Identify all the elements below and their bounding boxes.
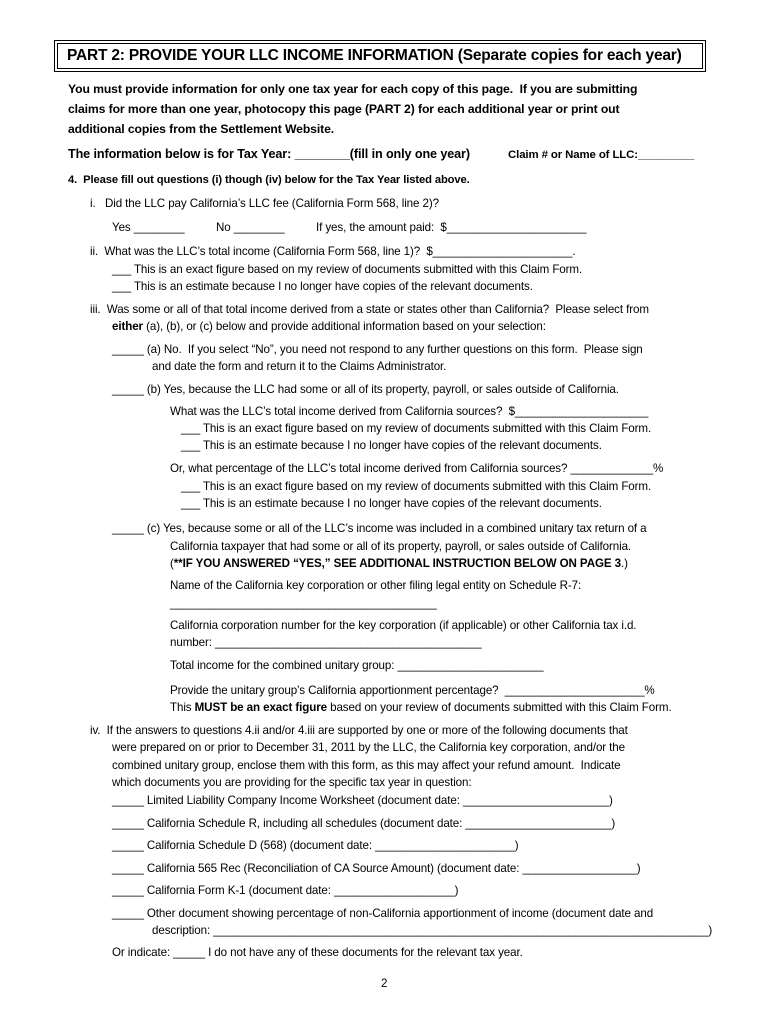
option-c-line-1[interactable]: _____ (c) Yes, because some or all of the LLC’s income was included in a combined unitary tax return of a	[112, 522, 647, 535]
must-exact-emphasis: MUST be an exact figure	[194, 701, 327, 714]
paren-close: .)	[620, 557, 628, 570]
document-565-rec[interactable]: _____ California 565 Rec (Reconciliation of CA Source Amount) (document date: __________________)	[112, 862, 641, 875]
document-schedule-r[interactable]: _____ California Schedule R, including all schedules (document date: _______________________)	[112, 817, 616, 830]
question-iv-line-2: were prepared on or prior to December 31, 2011 by the LLC, the California key corporation, and/or the	[112, 741, 625, 754]
page-number: 2	[381, 977, 388, 990]
must-note-post: based on your review of documents submitted with this Claim Form.	[326, 701, 672, 714]
question-i-amount-field[interactable]: If yes, the amount paid: $______________________	[316, 221, 587, 234]
claim-number-field[interactable]: Claim # or Name of LLC:_________	[508, 149, 695, 161]
intro-line-2: claims for more than one year, photocopy this page (PART 2) for each additional year or print out	[68, 102, 620, 116]
paren-open: (	[170, 557, 174, 570]
option-b-income-exact-option[interactable]: ___ This is an exact figure based on my review of documents submitted with this Claim Form.	[181, 422, 652, 435]
section-header-box	[54, 40, 706, 72]
option-b-income-field[interactable]: What was the LLC’s total income derived from California sources? $_____________________	[170, 405, 649, 418]
no-documents-option[interactable]: Or indicate: _____ I do not have any of these documents for the relevant tax year.	[112, 946, 523, 959]
question-4-heading: 4. Please fill out questions (i) though (iv) below for the Tax Year listed above.	[68, 174, 470, 186]
intro-line-3: additional copies from the Settlement Website.	[68, 122, 335, 136]
tax-year-field[interactable]: The information below is for Tax Year: ________(fill in only one year)	[68, 147, 470, 161]
question-ii-exact-option[interactable]: ___ This is an exact figure based on my review of documents submitted with this Claim Form.	[112, 263, 583, 276]
intro-line-1: You must provide information for only one tax year for each copy of this page. If you are submitting	[68, 82, 638, 96]
apportionment-percentage-field[interactable]: Provide the unitary group’s California apportionment percentage? ______________________%	[170, 684, 655, 697]
document-other-description-field[interactable]: description: ______________________________________________________________________________)	[152, 924, 713, 937]
option-b-percentage-exact-option[interactable]: ___ This is an exact figure based on my review of documents submitted with this Claim Form.	[181, 480, 652, 493]
unitary-total-income-field[interactable]: Total income for the combined unitary group: _______________________	[170, 659, 544, 672]
option-a-line-2: and date the form and return it to the Claims Administrator.	[152, 360, 447, 373]
document-other-line-1[interactable]: _____ Other document showing percentage of non-California apportionment of income (document date and	[112, 907, 654, 920]
document-form-k1[interactable]: _____ California Form K-1 (document date: ___________________)	[112, 884, 459, 897]
option-b-percentage-field[interactable]: Or, what percentage of the LLC’s total income derived from California sources? _____________%	[170, 462, 664, 475]
question-ii-estimate-option[interactable]: ___ This is an estimate because I no longer have copies of the relevant documents.	[112, 280, 533, 293]
option-b-percentage-estimate-option[interactable]: ___ This is an estimate because I no longer have copies of the relevant documents.	[181, 497, 602, 510]
section-title: PART 2: PROVIDE YOUR LLC INCOME INFORMATION (Separate copies for each year)	[67, 47, 682, 64]
key-corporation-name-field[interactable]: __________________________________________	[170, 597, 437, 610]
question-iv-line-4: which documents you are providing for the specific tax year in question:	[112, 776, 472, 789]
question-iii-line-2	[112, 320, 546, 334]
page-3-instruction: **IF YOU ANSWERED “YES,” SEE ADDITIONAL INSTRUCTION BELOW ON PAGE 3	[173, 557, 621, 570]
key-corporation-name-label: Name of the California key corporation or other filing legal entity on Schedule R-7:	[170, 579, 582, 592]
option-b-line-1[interactable]: _____ (b) Yes, because the LLC had some or all of its property, payroll, or sales outside of California.	[112, 383, 619, 396]
corporation-number-field[interactable]: number: __________________________________________	[170, 636, 482, 649]
exact-figure-note	[170, 701, 672, 715]
question-iv-line-3: combined unitary group, enclose them with this form, as this may affect your refund amount. Indicate	[112, 759, 621, 772]
option-a-line-1[interactable]: _____ (a) No. If you select “No”, you need not respond to any further questions on this form. Please sign	[112, 343, 643, 356]
document-schedule-d[interactable]: _____ California Schedule D (568) (document date: ______________________)	[112, 839, 519, 852]
option-b-income-estimate-option[interactable]: ___ This is an estimate because I no longer have copies of the relevant documents.	[181, 439, 602, 452]
question-i-no-field[interactable]: No ________	[216, 221, 285, 234]
question-iv-line-1: iv. If the answers to questions 4.ii and/or 4.iii are supported by one or more of the following documents that	[90, 724, 628, 737]
question-i-yes-field[interactable]: Yes ________	[112, 221, 185, 234]
question-i-text: i. Did the LLC pay California’s LLC fee (California Form 568, line 2)?	[90, 197, 439, 210]
option-c-line-2: California taxpayer that had some or all of its property, payroll, or sales outside of California.	[170, 540, 632, 553]
question-ii-text[interactable]: ii. What was the LLC’s total income (California Form 568, line 1)? $______________________.	[90, 245, 576, 258]
corporation-number-label: California corporation number for the key corporation (if applicable) or other California tax i.d.	[170, 619, 637, 632]
document-llc-income-worksheet[interactable]: _____ Limited Liability Company Income Worksheet (document date: _______________________)	[112, 794, 613, 807]
question-iii-line-2-rest: (a), (b), or (c) below and provide additional information based on your selection:	[142, 320, 546, 333]
either-emphasis: either	[112, 320, 143, 333]
must-note-pre: This	[170, 701, 195, 714]
option-c-line-3	[170, 557, 628, 571]
question-iii-line-1: iii. Was some or all of that total income derived from a state or states other than California? Please select from	[90, 303, 649, 316]
